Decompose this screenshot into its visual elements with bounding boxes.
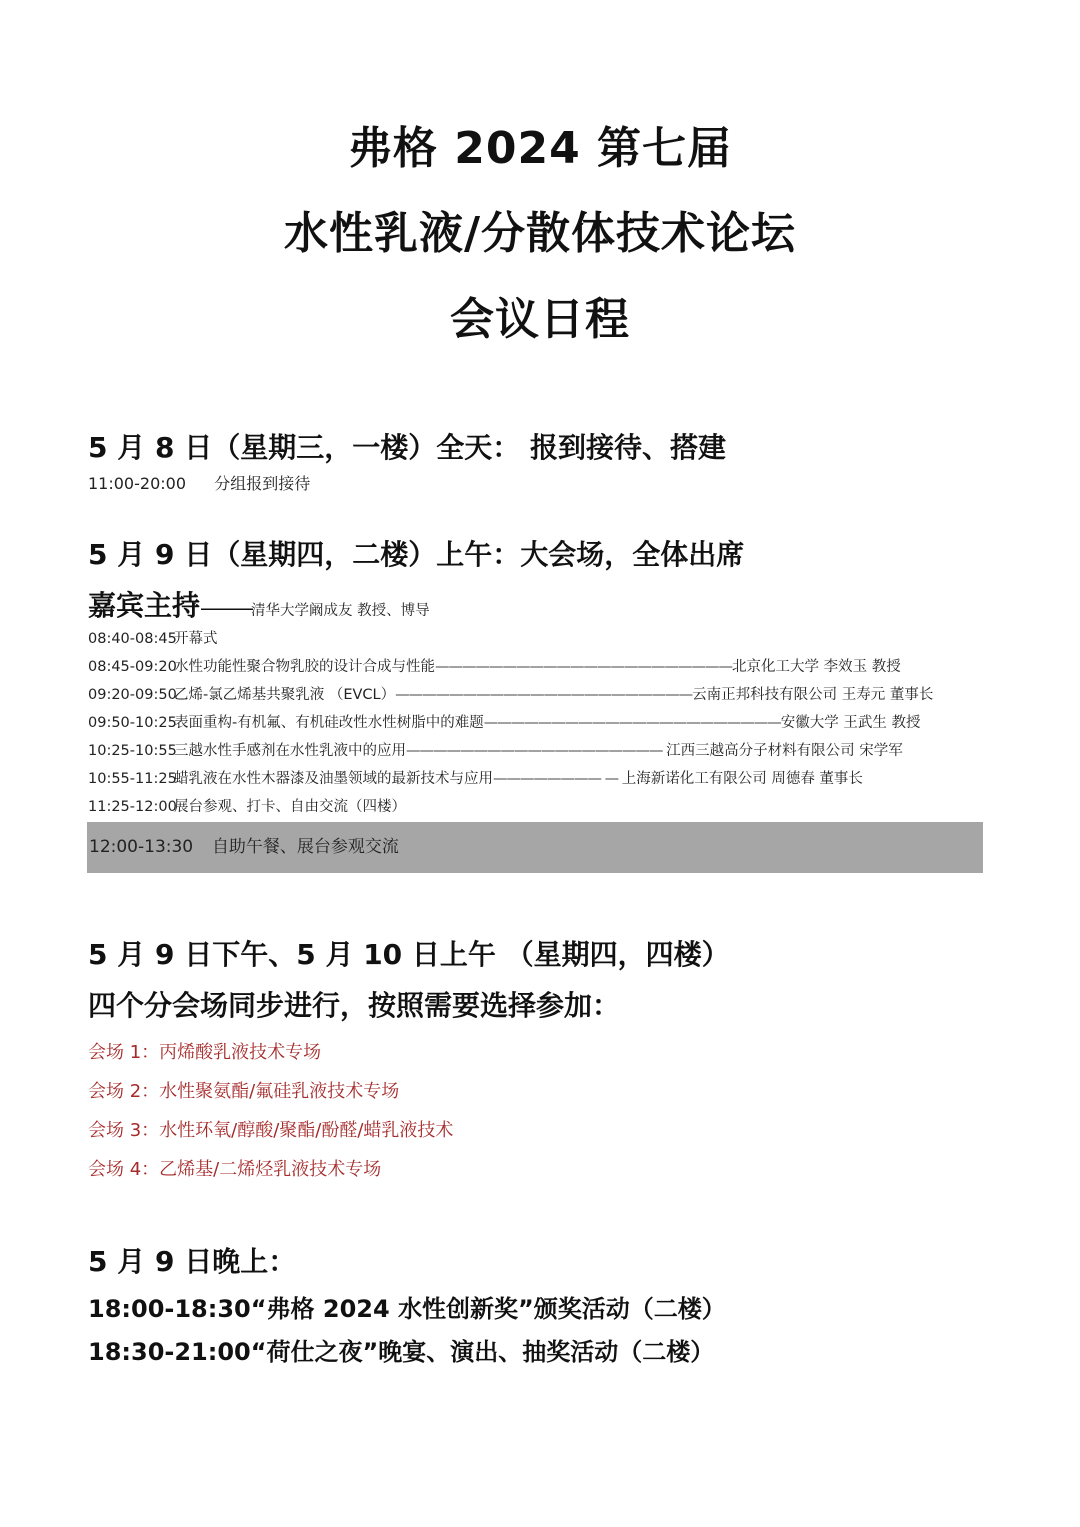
- agenda-time: 08:40-08:45: [88, 631, 177, 647]
- day1-row: [88, 471, 310, 494]
- evening-heading: 5 月 9 日晚上：: [88, 1245, 297, 1278]
- agenda-topic: 开幕式: [174, 631, 218, 647]
- agenda-time: 10:55-11:25: [88, 771, 177, 787]
- day1-heading: 5 月 8 日（星期三，一楼）全天： 报到接待、搭建: [88, 431, 726, 464]
- host-dash: ———: [200, 596, 252, 620]
- agenda-row: [88, 683, 983, 707]
- lunch-item: 自助午餐、展台参观交流: [211, 837, 399, 857]
- agenda-row: [88, 767, 983, 791]
- agenda-speaker: 上海新诺化工有限公司 周德春 董事长: [621, 771, 863, 787]
- agenda-dash: ——————————————————————: [483, 715, 781, 731]
- session-item: 会场 1：丙烯酸乳液技术专场: [88, 1042, 322, 1063]
- page-title-line-3: 会议日程: [450, 294, 630, 345]
- agenda-speaker: 江西三越高分子材料有限公司 宋学军: [666, 743, 903, 759]
- agenda-row: [88, 795, 983, 819]
- agenda-dash: ——————————————————————: [395, 687, 693, 703]
- agenda-topic: 展台参观、打卡、自由交流（四楼）: [174, 799, 406, 815]
- agenda-row: [88, 739, 983, 763]
- agenda-speaker: 云南正邦科技有限公司 王寿元 董事长: [692, 687, 934, 703]
- day1-time: 11:00-20:00: [88, 474, 186, 493]
- breakout-heading: 5 月 9 日下午、5 月 10 日上午 （星期四，四楼）: [88, 938, 730, 971]
- host-name: 清华大学阚成友 教授、博导: [251, 603, 430, 619]
- breakout-subheading: 四个分会场同步进行，按照需要选择参加：: [88, 989, 621, 1022]
- agenda-topic: 表面重构-有机氟、有机硅改性水性树脂中的难题: [174, 715, 484, 731]
- host-line: [88, 584, 430, 624]
- agenda-time: 08:45-09:20: [88, 659, 177, 675]
- agenda-row: [88, 711, 983, 735]
- agenda-time: 09:20-09:50: [88, 687, 177, 703]
- agenda-topic: 水性功能性聚合物乳胶的设计合成与性能: [174, 659, 435, 675]
- agenda-dash: ———————————————————: [406, 743, 667, 759]
- agenda-speaker: 北京化工大学 李效玉 教授: [732, 659, 901, 675]
- day1-item: 分组报到接待: [214, 474, 311, 493]
- agenda-dash: ——————————————————————: [435, 659, 732, 675]
- agenda-speaker: 安徽大学 王武生 教授: [780, 715, 921, 731]
- agenda-time: 11:25-12:00: [88, 799, 177, 815]
- agenda-topic: 蜡乳液在水性木器漆及油墨领域的最新技术与应用: [174, 771, 493, 787]
- agenda-time: 10:25-10:55: [88, 743, 177, 759]
- evening-item: 18:00-18:30“弗格 2024 水性创新奖”颁奖活动（二楼）: [88, 1295, 726, 1323]
- agenda-dash: ———————— —: [493, 771, 622, 787]
- agenda-row: [88, 627, 983, 651]
- agenda-topic: 三越水性手感剂在水性乳液中的应用: [174, 743, 406, 759]
- day2-morning-heading: 5 月 9 日（星期四，二楼）上午：大会场，全体出席: [88, 538, 745, 571]
- lunch-band: [87, 822, 983, 873]
- page-title-line-2: 水性乳液/分散体技术论坛: [283, 208, 797, 259]
- agenda-topic: 乙烯-氯乙烯基共聚乳液 （EVCL）: [174, 687, 396, 703]
- evening-item: 18:30-21:00“荷仕之夜”晚宴、演出、抽奖活动（二楼）: [88, 1338, 715, 1366]
- session-item: 会场 4：乙烯基/二烯烃乳液技术专场: [88, 1159, 382, 1180]
- host-label: 嘉宾主持: [88, 589, 201, 622]
- session-item: 会场 2：水性聚氨酯/氟硅乳液技术专场: [88, 1081, 400, 1102]
- agenda-row: [88, 655, 983, 679]
- lunch-time: 12:00-13:30: [89, 837, 194, 857]
- page-title-line-1: 弗格 2024 第七届: [347, 123, 733, 174]
- session-item: 会场 3：水性环氧/醇酸/聚酯/酚醛/蜡乳液技术: [88, 1120, 454, 1141]
- agenda-time: 09:50-10:25: [88, 715, 177, 731]
